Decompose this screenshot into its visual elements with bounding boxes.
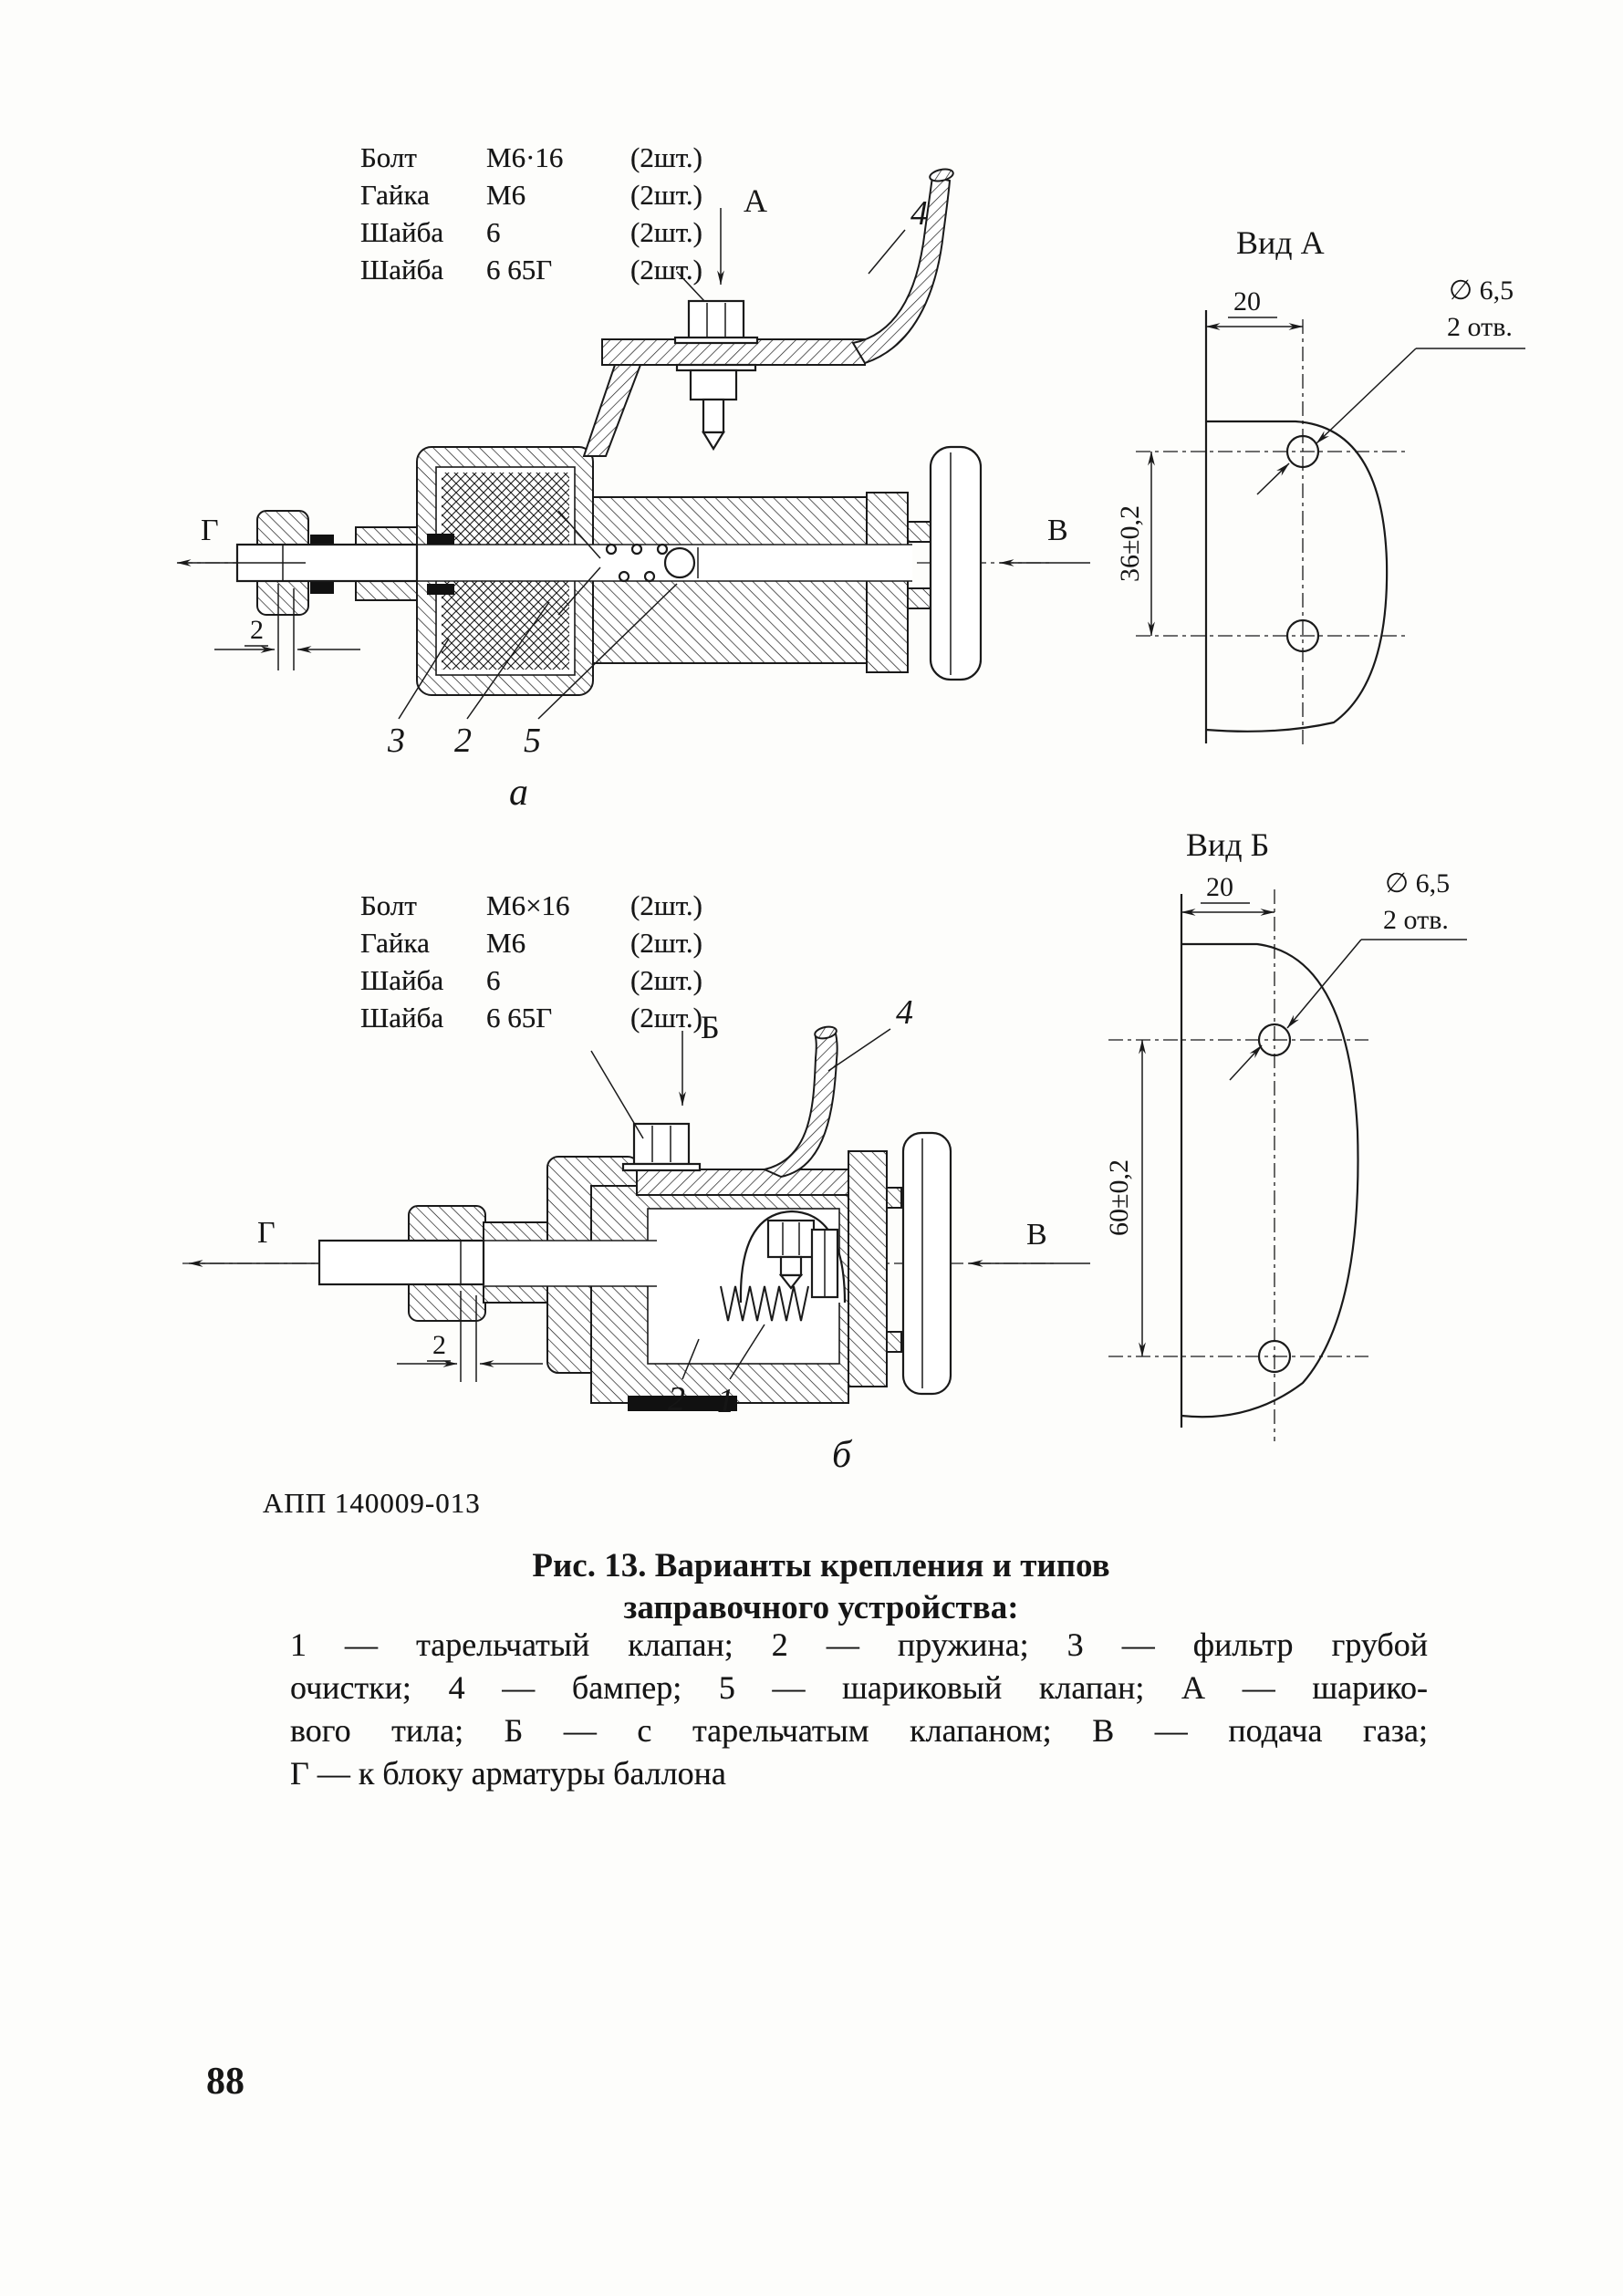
legend-line: 1 — тарельчатый клапан; 2 — пружина; 3 — фильтр грубой [290,1626,1428,1663]
part-spec: М6×16 [486,889,570,921]
subfigure-label-a: а [509,772,528,814]
page-number: 88 [206,2061,244,2103]
part-name: Шайба [360,1002,444,1034]
flow-arrow-right [1000,514,1090,563]
part-spec: 6 65Г [486,1002,553,1034]
end-cap [931,447,981,680]
part-spec: М6·16 [486,141,564,173]
part-name: Шайба [360,216,444,248]
bumper-arm [765,1034,838,1177]
part-qty: (2шт.) [630,964,702,996]
hole-dia-label: ∅ 6,5 [1449,275,1514,306]
flow-label-right: В [1047,514,1068,547]
parts-list-row [360,924,702,961]
part-qty: (2шт.) [630,889,702,921]
hole-dia-label: ∅ 6,5 [1385,868,1451,899]
bom-leader-line [591,1051,643,1138]
drawing-b-plate-valve-type [137,985,1104,1496]
height-dimension [1104,1040,1142,1356]
legend-line: вого тила; Б — с тарельчатым клапаном; В — подача газа; [290,1712,1428,1749]
width-dimension [1181,872,1274,912]
callout-label: 5 [524,722,541,760]
caption-title-line1: Рис. 13. Варианты крепления и типов [532,1547,1110,1584]
part-spec: 6 65Г [486,254,553,286]
view-a-title: Вид А [1236,224,1325,261]
callout-label: 2 [454,722,472,760]
flow-label-left: Г [201,514,219,547]
part-name: Гайка [360,927,430,959]
bom-leader-line [677,272,704,301]
caption-title-line2: заправочного устройства: [623,1589,1019,1626]
view-direction-arrow-b [682,1009,720,1106]
callout-label: 4 [910,194,928,233]
bracket-plate-outline [1206,421,1387,732]
dim-label: 60±0,2 [1104,1159,1134,1236]
subfigure-label-b: б [832,1434,852,1476]
part-name: Болт [360,889,417,921]
figure-caption-legend [290,1624,1428,1795]
dim-label: 20 [1206,872,1233,902]
part-name: Шайба [360,254,444,286]
legend-line: Г — к блоку арматуры баллона [290,1755,726,1792]
hole-callout [1230,868,1467,1080]
view-arrow-label: А [744,182,767,219]
part-qty: (2шт.) [630,927,702,959]
bolt-assembly [623,1124,700,1170]
view-direction-arrow-a [721,182,767,285]
callout-label: 3 [388,722,405,760]
height-dimension [1115,452,1151,636]
callout-label: 1 [717,1382,734,1420]
hole-count-label: 2 отв. [1383,905,1449,935]
dim-label: 36±0,2 [1115,505,1145,582]
bracket-plate-outline [1181,944,1358,1417]
doc-code: АПП 140009-013 [263,1487,481,1519]
parts-list-row [360,887,702,924]
view-b-drawing [1058,821,1606,1460]
flow-label-right: В [1026,1218,1047,1252]
hole-callout [1257,275,1525,494]
callout-label: 2 [668,1380,685,1418]
part-spec: 6 [486,964,501,996]
gap-dim-label: 2 [432,1330,446,1360]
flow-label-left: Г [257,1216,276,1250]
view-a-drawing [1095,219,1606,766]
drawing-a-ball-type [137,128,1104,830]
part-spec: М6 [486,179,526,211]
part-name: Болт [360,141,417,173]
view-b-title: Вид Б [1186,826,1270,863]
gap-dim-label: 2 [250,615,264,645]
bolt-assembly [675,301,757,449]
part-qty: (2шт.) [630,141,702,173]
part-qty: (2шт.) [630,216,702,248]
legend-line: очистки; 4 — бампер; 5 — шариковый клапан; А — шарико- [290,1669,1428,1706]
callout-label: 4 [896,993,913,1032]
mounting-bracket [584,167,954,456]
hole-count-label: 2 отв. [1447,312,1513,342]
part-name: Гайка [360,179,430,211]
part-spec: 6 [486,216,501,248]
part-qty: (2шт.) [630,1002,702,1034]
dim-label: 20 [1233,286,1261,317]
flow-arrow-left [189,1216,319,1263]
bumper-arm [853,177,950,363]
part-qty: (2шт.) [630,179,702,211]
callout-bumper [828,993,913,1071]
part-name: Шайба [360,964,444,996]
end-cap [903,1133,951,1394]
part-qty: (2шт.) [630,254,702,286]
width-dimension [1206,286,1303,327]
gas-bore [319,1241,657,1286]
inlet-pipe [319,1241,484,1284]
view-arrow-label: Б [701,1009,720,1045]
figure-caption-title [292,1545,1350,1629]
ball-valve [665,548,694,577]
part-spec: М6 [486,927,526,959]
